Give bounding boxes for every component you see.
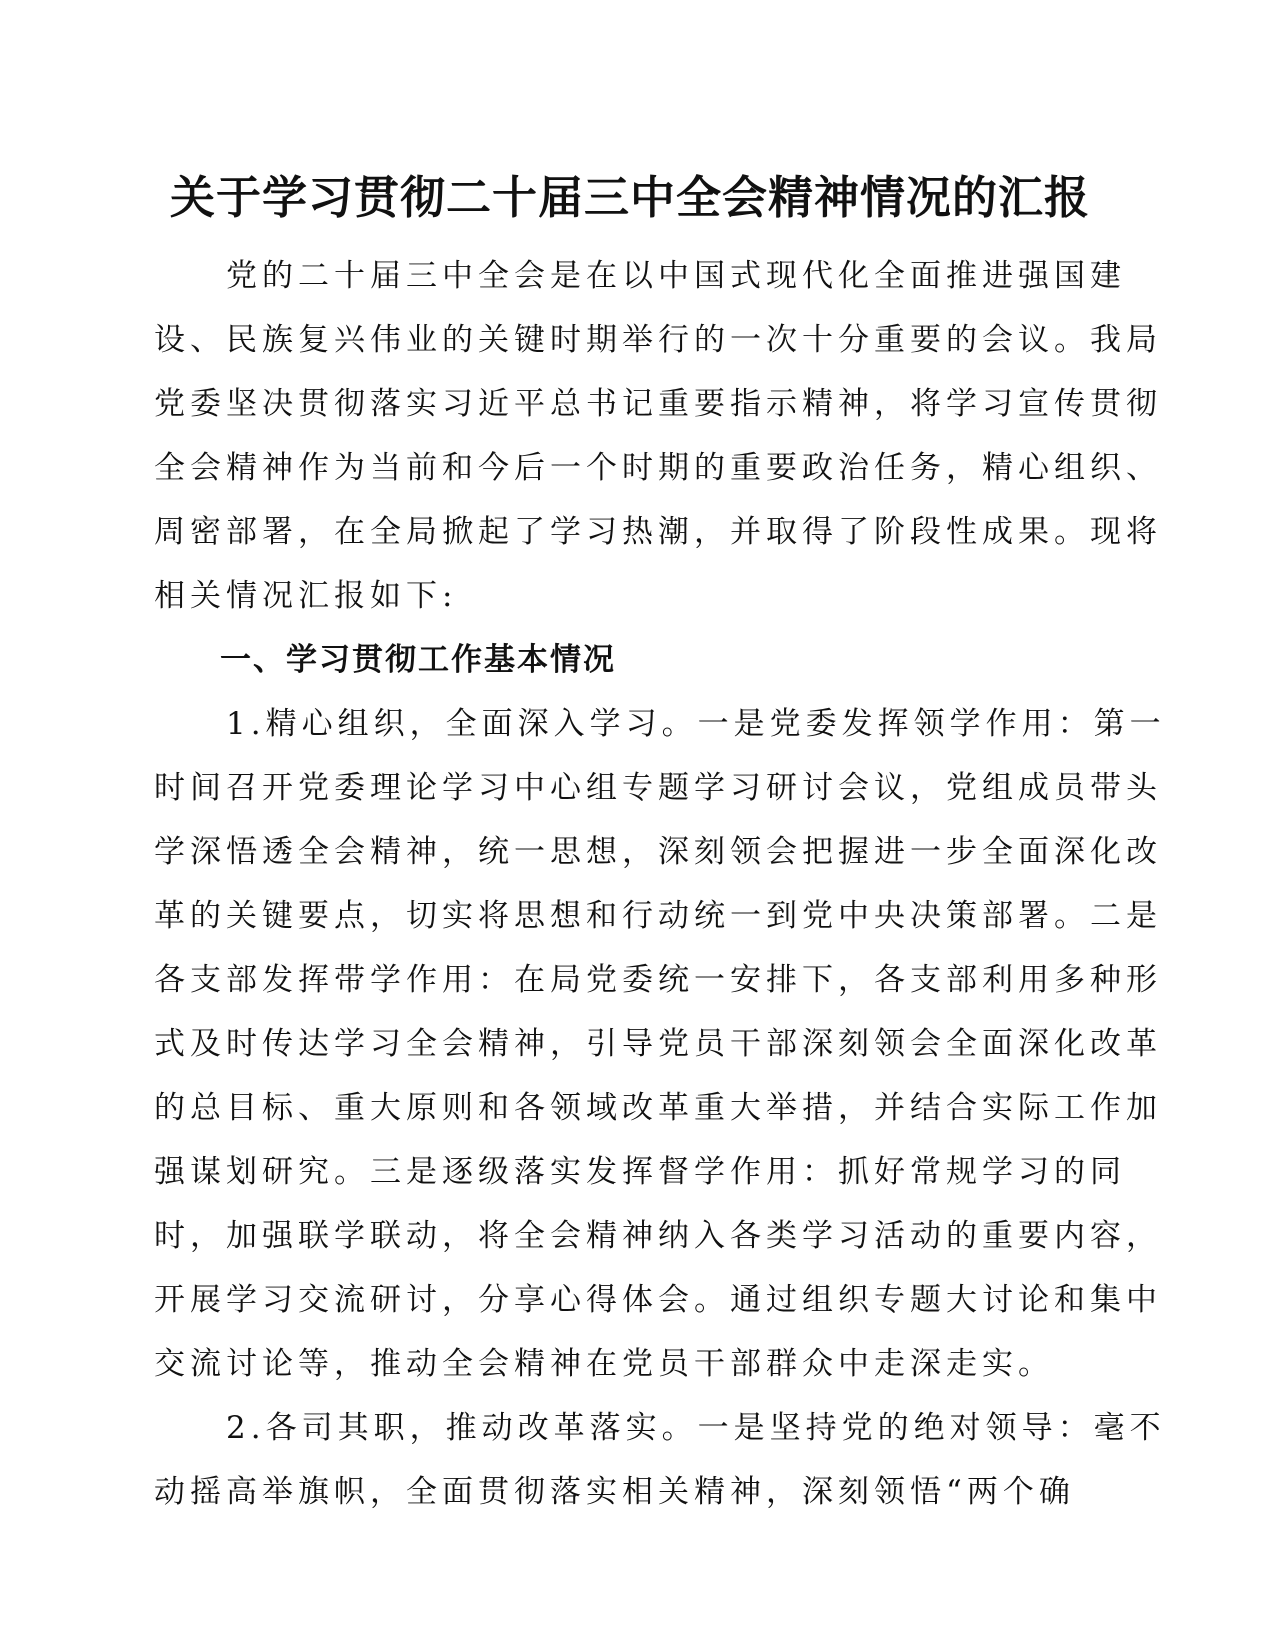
body-line: 周密部署，在全局掀起了学习热潮，并取得了阶段性成果。现将	[154, 514, 1162, 550]
body-line: 各支部发挥带学作用：在局党委统一安排下，各支部利用多种形	[154, 962, 1162, 998]
body-line: 时间召开党委理论学习中心组专题学习研讨会议，党组成员带头	[154, 770, 1162, 806]
body-line: 2.各司其职，推动改革落实。一是坚持党的绝对领导：毫不	[154, 1410, 1166, 1446]
body-line: 式及时传达学习全会精神，引导党员干部深刻领会全面深化改革	[154, 1026, 1162, 1062]
body-line: 时，加强联学联动，将全会精神纳入各类学习活动的重要内容，	[154, 1218, 1162, 1254]
body-line: 动摇高举旗帜，全面贯彻落实相关精神，深刻领悟“两个确	[154, 1474, 1075, 1510]
body-line: 全会精神作为当前和今后一个时期的重要政治任务，精心组织、	[154, 450, 1162, 486]
body-line: 革的关键要点，切实将思想和行动统一到党中央决策部署。二是	[154, 898, 1162, 934]
section-heading: 一、学习贯彻工作基本情况	[154, 642, 616, 678]
body-line: 党的二十届三中全会是在以中国式现代化全面推进强国建	[154, 258, 1126, 294]
body-line: 学深悟透全会精神，统一思想，深刻领会把握进一步全面深化改	[154, 834, 1162, 870]
body-line: 党委坚决贯彻落实习近平总书记重要指示精神，将学习宣传贯彻	[154, 386, 1162, 422]
body-line: 的总目标、重大原则和各领域改革重大举措，并结合实际工作加	[154, 1090, 1162, 1126]
body-line: 设、民族复兴伟业的关键时期举行的一次十分重要的会议。我局	[154, 322, 1162, 358]
body-line: 交流讨论等，推动全会精神在党员干部群众中走深走实。	[154, 1346, 1054, 1382]
body-line: 强谋划研究。三是逐级落实发挥督学作用：抓好常规学习的同	[154, 1154, 1126, 1190]
document-body	[154, 244, 1166, 1524]
body-line: 1.精心组织，全面深入学习。一是党委发挥领学作用：第一	[154, 706, 1166, 742]
document-title: 关于学习贯彻二十届三中全会精神情况的汇报	[169, 171, 1090, 224]
body-line: 相关情况汇报如下:	[154, 578, 458, 614]
body-line: 开展学习交流研讨，分享心得体会。通过组织专题大讨论和集中	[154, 1282, 1162, 1318]
